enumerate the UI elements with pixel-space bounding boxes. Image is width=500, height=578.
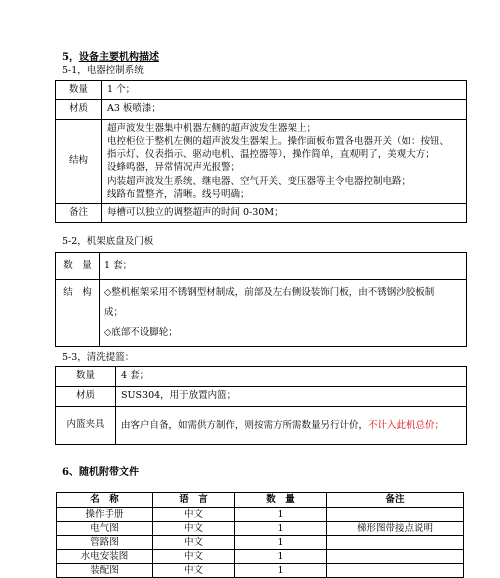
row-label: 结 构 (56, 280, 100, 347)
section-5-heading (62, 51, 159, 64)
table-row (56, 81, 467, 100)
text-line: ◇底部不设脚轮； (104, 327, 178, 338)
cell: 管路图 (57, 536, 153, 550)
subsection-5-2: 5-2，机架底盘及门板 (62, 236, 154, 247)
row-value (116, 407, 467, 445)
cell (327, 508, 464, 522)
table-header-row (57, 493, 464, 508)
electrical-control-table (55, 80, 467, 223)
text-line: 电控柜位于整机左侧的超声波发生器架上。操作面板布置各电器开关（如：按钮、 (107, 135, 450, 147)
cell: 梯形图带接点说明 (327, 522, 464, 536)
note-text-red: 不计入此机总价； (368, 420, 445, 431)
table-row (57, 522, 464, 536)
text-line: 成； (104, 307, 124, 318)
row-label: 结构 (56, 119, 102, 203)
cell: 1 (235, 536, 327, 550)
header-cell: 名 称 (57, 493, 153, 508)
header-cell: 备注 (327, 493, 464, 508)
row-label: 数 量 (56, 253, 100, 280)
cell: 操作手册 (57, 508, 153, 522)
cell: 1 (235, 522, 327, 536)
text-line: 指示灯、仪表指示、驱动电机、温控器等），操作简单，直观明了，美观大方； (107, 149, 435, 161)
table-row (56, 367, 467, 387)
cell: 中文 (153, 508, 235, 522)
cell (327, 550, 464, 564)
table-row (56, 203, 467, 222)
cell: 中文 (153, 564, 235, 578)
cell: 装配图 (57, 564, 153, 578)
subsection-5-1: 5-1，电器控制系统 (62, 65, 144, 76)
cell: 水电安装图 (57, 550, 153, 564)
row-value: SUS304，用于放置内篮； (116, 387, 467, 407)
row-value: 每槽可以独立的调整超声的时间 0-30M； (102, 203, 467, 222)
text-line: ◇整机框架采用不锈钢型材制成，前部及左右侧设装饰门板，由不锈钢沙胶板制 (104, 287, 435, 298)
section-title: 设备主要机构描述 (78, 52, 159, 63)
row-label: 备注 (56, 203, 102, 222)
cell: 中文 (153, 522, 235, 536)
row-label: 数量 (56, 367, 116, 387)
frame-chassis-table (55, 252, 467, 347)
row-label: 材质 (56, 100, 102, 119)
section-6-heading: 6、随机附带文件 (62, 467, 139, 478)
cell (327, 564, 464, 578)
header-cell: 数 量 (235, 493, 327, 508)
cell: 电气图 (57, 522, 153, 536)
basket-table (55, 366, 467, 445)
cell: 1 (235, 508, 327, 522)
row-value (102, 119, 467, 203)
table-row (56, 280, 467, 347)
header-cell: 语 言 (153, 493, 235, 508)
row-value: 1 个； (102, 81, 467, 100)
row-value: 1 套； (100, 253, 467, 280)
row-label: 内篮夹具 (56, 407, 116, 445)
row-label: 数量 (56, 81, 102, 100)
row-value: 4 套； (116, 367, 467, 387)
cell: 1 (235, 564, 327, 578)
table-row (56, 253, 467, 280)
text-line: 内装超声波发生系统、继电器、空气开关、变压器等主令电器控制电路； (107, 175, 412, 187)
row-value: A3 板喷漆； (102, 100, 467, 119)
table-row (56, 407, 467, 445)
table-row (56, 100, 467, 119)
row-label: 材质 (56, 387, 116, 407)
table-row (57, 536, 464, 550)
cell: 中文 (153, 536, 235, 550)
text-line: 超声波发生器集中机器左侧的超声波发生器架上； (107, 122, 317, 134)
documents-table (56, 492, 464, 578)
row-value (100, 280, 467, 347)
cell: 中文 (153, 550, 235, 564)
table-row (56, 387, 467, 407)
note-text: 由客户自备，如需供方制作，则按需方所需数量另行计价， (121, 420, 369, 431)
table-row (57, 564, 464, 578)
subsection-5-3: 5-3，清洗提篮： (62, 352, 135, 363)
cell (327, 536, 464, 550)
table-row (57, 550, 464, 564)
text-line: 线路布置整齐，清晰。线号明确； (107, 188, 250, 200)
table-row (57, 508, 464, 522)
section-number: 5， (62, 52, 79, 63)
text-line: 设蜂鸣器，异常情况声光报警； (107, 162, 241, 174)
table-row (56, 119, 467, 203)
cell: 1 (235, 550, 327, 564)
